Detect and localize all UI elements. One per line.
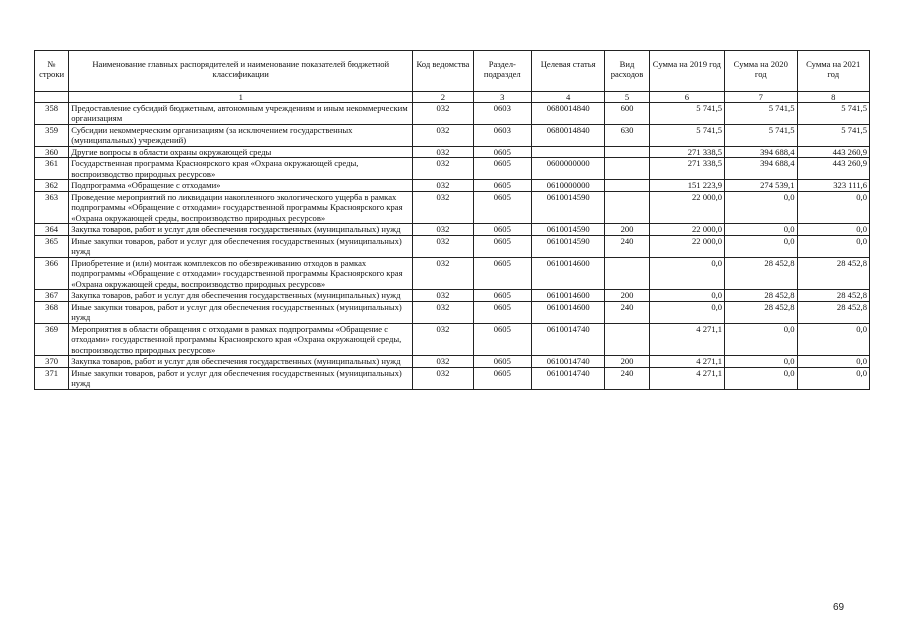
- row-section: 0605: [473, 290, 531, 301]
- row-target: 0610014590: [531, 224, 604, 235]
- row-dept-code: 032: [413, 224, 473, 235]
- row-number: 358: [35, 103, 69, 125]
- row-section: 0605: [473, 191, 531, 223]
- row-number: 361: [35, 158, 69, 180]
- row-name: Подпрограмма «Обращение с отходами»: [69, 180, 413, 191]
- row-expense-type: 240: [605, 235, 649, 257]
- table-row: [35, 367, 870, 389]
- row-dept-code: 032: [413, 323, 473, 355]
- row-dept-code: 032: [413, 124, 473, 146]
- row-section: 0603: [473, 103, 531, 125]
- row-sum-2019: 151 223,9: [649, 180, 724, 191]
- column-number: 6: [649, 92, 724, 103]
- row-sum-2021: 0,0: [797, 224, 870, 235]
- row-dept-code: 032: [413, 257, 473, 289]
- header-sum-2019: Сумма на 2019 год: [649, 51, 724, 92]
- row-sum-2021: 28 452,8: [797, 301, 870, 323]
- row-section: 0605: [473, 146, 531, 157]
- row-sum-2020: 0,0: [725, 323, 797, 355]
- row-section: 0605: [473, 301, 531, 323]
- row-sum-2021: 443 260,9: [797, 146, 870, 157]
- table-row: [35, 103, 870, 125]
- row-sum-2019: 22 000,0: [649, 224, 724, 235]
- row-sum-2019: 0,0: [649, 257, 724, 289]
- row-section: 0605: [473, 235, 531, 257]
- header-name: Наименование главных распорядителей и наименование показателей бюджетной классификации: [69, 51, 413, 92]
- row-sum-2021: 28 452,8: [797, 257, 870, 289]
- row-section: 0605: [473, 158, 531, 180]
- row-expense-type: [605, 191, 649, 223]
- row-number: 362: [35, 180, 69, 191]
- row-sum-2021: 0,0: [797, 367, 870, 389]
- header-section: Раздел-подраздел: [473, 51, 531, 92]
- header-target: Целевая статья: [531, 51, 604, 92]
- table-row: [35, 257, 870, 289]
- header-type: Вид расходов: [605, 51, 649, 92]
- row-number: 360: [35, 146, 69, 157]
- row-target: 0600000000: [531, 158, 604, 180]
- row-sum-2019: 5 741,5: [649, 103, 724, 125]
- row-target: 0680014840: [531, 124, 604, 146]
- row-target: 0610014740: [531, 367, 604, 389]
- page-number: 69: [833, 602, 845, 613]
- row-section: 0603: [473, 124, 531, 146]
- row-expense-type: [605, 158, 649, 180]
- row-sum-2019: 271 338,5: [649, 146, 724, 157]
- row-sum-2019: 22 000,0: [649, 191, 724, 223]
- row-sum-2020: 0,0: [725, 224, 797, 235]
- header-sum-2021: Сумма на 2021 год: [797, 51, 870, 92]
- row-name: Предоставление субсидий бюджетным, автономным учреждениям и иным некоммерческим организациям: [69, 103, 413, 125]
- row-number: 367: [35, 290, 69, 301]
- row-number: 364: [35, 224, 69, 235]
- table-row: [35, 124, 870, 146]
- row-target: 0610014740: [531, 356, 604, 367]
- table-row: [35, 301, 870, 323]
- row-sum-2020: 5 741,5: [725, 103, 797, 125]
- row-name: Субсидии некоммерческим организациям (за исключением государственных (муниципальных) учреждений): [69, 124, 413, 146]
- row-dept-code: 032: [413, 191, 473, 223]
- row-dept-code: 032: [413, 146, 473, 157]
- row-sum-2020: 0,0: [725, 191, 797, 223]
- row-dept-code: 032: [413, 235, 473, 257]
- row-sum-2020: 0,0: [725, 367, 797, 389]
- header-row: [35, 51, 870, 92]
- row-number: 368: [35, 301, 69, 323]
- row-sum-2021: 0,0: [797, 191, 870, 223]
- row-dept-code: 032: [413, 367, 473, 389]
- row-sum-2020: 274 539,1: [725, 180, 797, 191]
- row-target: 0680014840: [531, 103, 604, 125]
- row-section: 0605: [473, 257, 531, 289]
- row-name: Приобретение и (или) монтаж комплексов по обезвреживанию отходов в рамках подпрограммы «Обращение с отходами» государственной программы Красноярского края «Охрана окружающей среды, воспроизводство природных ресурсов»: [69, 257, 413, 289]
- row-dept-code: 032: [413, 301, 473, 323]
- row-section: 0605: [473, 323, 531, 355]
- table-row: [35, 290, 870, 301]
- row-number: 366: [35, 257, 69, 289]
- row-target: 0610014600: [531, 301, 604, 323]
- row-sum-2021: 323 111,6: [797, 180, 870, 191]
- row-expense-type: [605, 180, 649, 191]
- table-row: [35, 191, 870, 223]
- row-number: 363: [35, 191, 69, 223]
- header-sum-2020: Сумма на 2020 год: [725, 51, 797, 92]
- table-row: [35, 323, 870, 355]
- column-number: 2: [413, 92, 473, 103]
- row-name: Иные закупки товаров, работ и услуг для обеспечения государственных (муниципальных) нужд: [69, 367, 413, 389]
- table-row: [35, 180, 870, 191]
- row-sum-2021: 0,0: [797, 356, 870, 367]
- row-target: 0610014600: [531, 257, 604, 289]
- row-expense-type: 240: [605, 367, 649, 389]
- table-row: [35, 158, 870, 180]
- row-sum-2019: 4 271,1: [649, 323, 724, 355]
- row-dept-code: 032: [413, 180, 473, 191]
- row-sum-2020: 0,0: [725, 235, 797, 257]
- row-sum-2020: 28 452,8: [725, 257, 797, 289]
- row-sum-2019: 5 741,5: [649, 124, 724, 146]
- row-sum-2021: 0,0: [797, 323, 870, 355]
- header-dept: Код ведомства: [413, 51, 473, 92]
- row-sum-2021: 5 741,5: [797, 103, 870, 125]
- row-sum-2019: 22 000,0: [649, 235, 724, 257]
- row-dept-code: 032: [413, 356, 473, 367]
- row-expense-type: [605, 323, 649, 355]
- column-number: 5: [605, 92, 649, 103]
- row-target: 0610014590: [531, 191, 604, 223]
- row-name: Мероприятия в области обращения с отходами в рамках подпрограммы «Обращение с отходами» государственной программы Красноярского края «Охрана окружающей среды, воспроизводство природных ресурсов»: [69, 323, 413, 355]
- row-name: Иные закупки товаров, работ и услуг для обеспечения государственных (муниципальных) нужд: [69, 301, 413, 323]
- header-num: № строки: [35, 51, 69, 92]
- table-row: [35, 356, 870, 367]
- row-sum-2019: 0,0: [649, 290, 724, 301]
- row-sum-2021: 443 260,9: [797, 158, 870, 180]
- row-name: Другие вопросы в области охраны окружающей среды: [69, 146, 413, 157]
- row-name: Государственная программа Красноярского края «Охрана окружающей среды, воспроизводство природных ресурсов»: [69, 158, 413, 180]
- column-number: 4: [531, 92, 604, 103]
- table-row: [35, 235, 870, 257]
- row-sum-2021: 5 741,5: [797, 124, 870, 146]
- row-expense-type: 200: [605, 356, 649, 367]
- row-section: 0605: [473, 356, 531, 367]
- column-number: 3: [473, 92, 531, 103]
- row-section: 0605: [473, 224, 531, 235]
- row-sum-2020: 28 452,8: [725, 301, 797, 323]
- row-number: 365: [35, 235, 69, 257]
- column-number: 8: [797, 92, 870, 103]
- row-target: [531, 146, 604, 157]
- row-expense-type: [605, 146, 649, 157]
- row-dept-code: 032: [413, 158, 473, 180]
- row-sum-2020: 5 741,5: [725, 124, 797, 146]
- row-name: Иные закупки товаров, работ и услуг для обеспечения государственных (муниципальных) нужд: [69, 235, 413, 257]
- row-sum-2020: 28 452,8: [725, 290, 797, 301]
- row-sum-2020: 0,0: [725, 356, 797, 367]
- row-expense-type: 630: [605, 124, 649, 146]
- row-sum-2019: 271 338,5: [649, 158, 724, 180]
- column-number: 7: [725, 92, 797, 103]
- row-sum-2019: 0,0: [649, 301, 724, 323]
- row-target: 0610014600: [531, 290, 604, 301]
- row-section: 0605: [473, 180, 531, 191]
- row-sum-2020: 394 688,4: [725, 146, 797, 157]
- row-expense-type: 240: [605, 301, 649, 323]
- row-target: 0610000000: [531, 180, 604, 191]
- column-number-row: [35, 92, 870, 103]
- budget-table: [34, 50, 870, 390]
- row-dept-code: 032: [413, 103, 473, 125]
- table-row: [35, 224, 870, 235]
- row-name: Проведение мероприятий по ликвидации накопленного экологического ущерба в рамках подпрограммы «Обращение с отходами» государственной программы Красноярского края «Охрана окружающей среды, воспроизводство природных ресурсов»: [69, 191, 413, 223]
- row-name: Закупка товаров, работ и услуг для обеспечения государственных (муниципальных) нужд: [69, 224, 413, 235]
- row-sum-2019: 4 271,1: [649, 356, 724, 367]
- row-expense-type: 200: [605, 290, 649, 301]
- row-name: Закупка товаров, работ и услуг для обеспечения государственных (муниципальных) нужд: [69, 356, 413, 367]
- row-dept-code: 032: [413, 290, 473, 301]
- row-expense-type: 600: [605, 103, 649, 125]
- column-number: 1: [69, 92, 413, 103]
- row-number: 369: [35, 323, 69, 355]
- column-number-blank: [35, 92, 69, 103]
- row-number: 370: [35, 356, 69, 367]
- row-section: 0605: [473, 367, 531, 389]
- row-expense-type: [605, 257, 649, 289]
- row-number: 359: [35, 124, 69, 146]
- row-sum-2021: 0,0: [797, 235, 870, 257]
- row-sum-2019: 4 271,1: [649, 367, 724, 389]
- row-sum-2021: 28 452,8: [797, 290, 870, 301]
- row-sum-2020: 394 688,4: [725, 158, 797, 180]
- row-expense-type: 200: [605, 224, 649, 235]
- row-target: 0610014590: [531, 235, 604, 257]
- table-row: [35, 146, 870, 157]
- row-name: Закупка товаров, работ и услуг для обеспечения государственных (муниципальных) нужд: [69, 290, 413, 301]
- row-target: 0610014740: [531, 323, 604, 355]
- row-number: 371: [35, 367, 69, 389]
